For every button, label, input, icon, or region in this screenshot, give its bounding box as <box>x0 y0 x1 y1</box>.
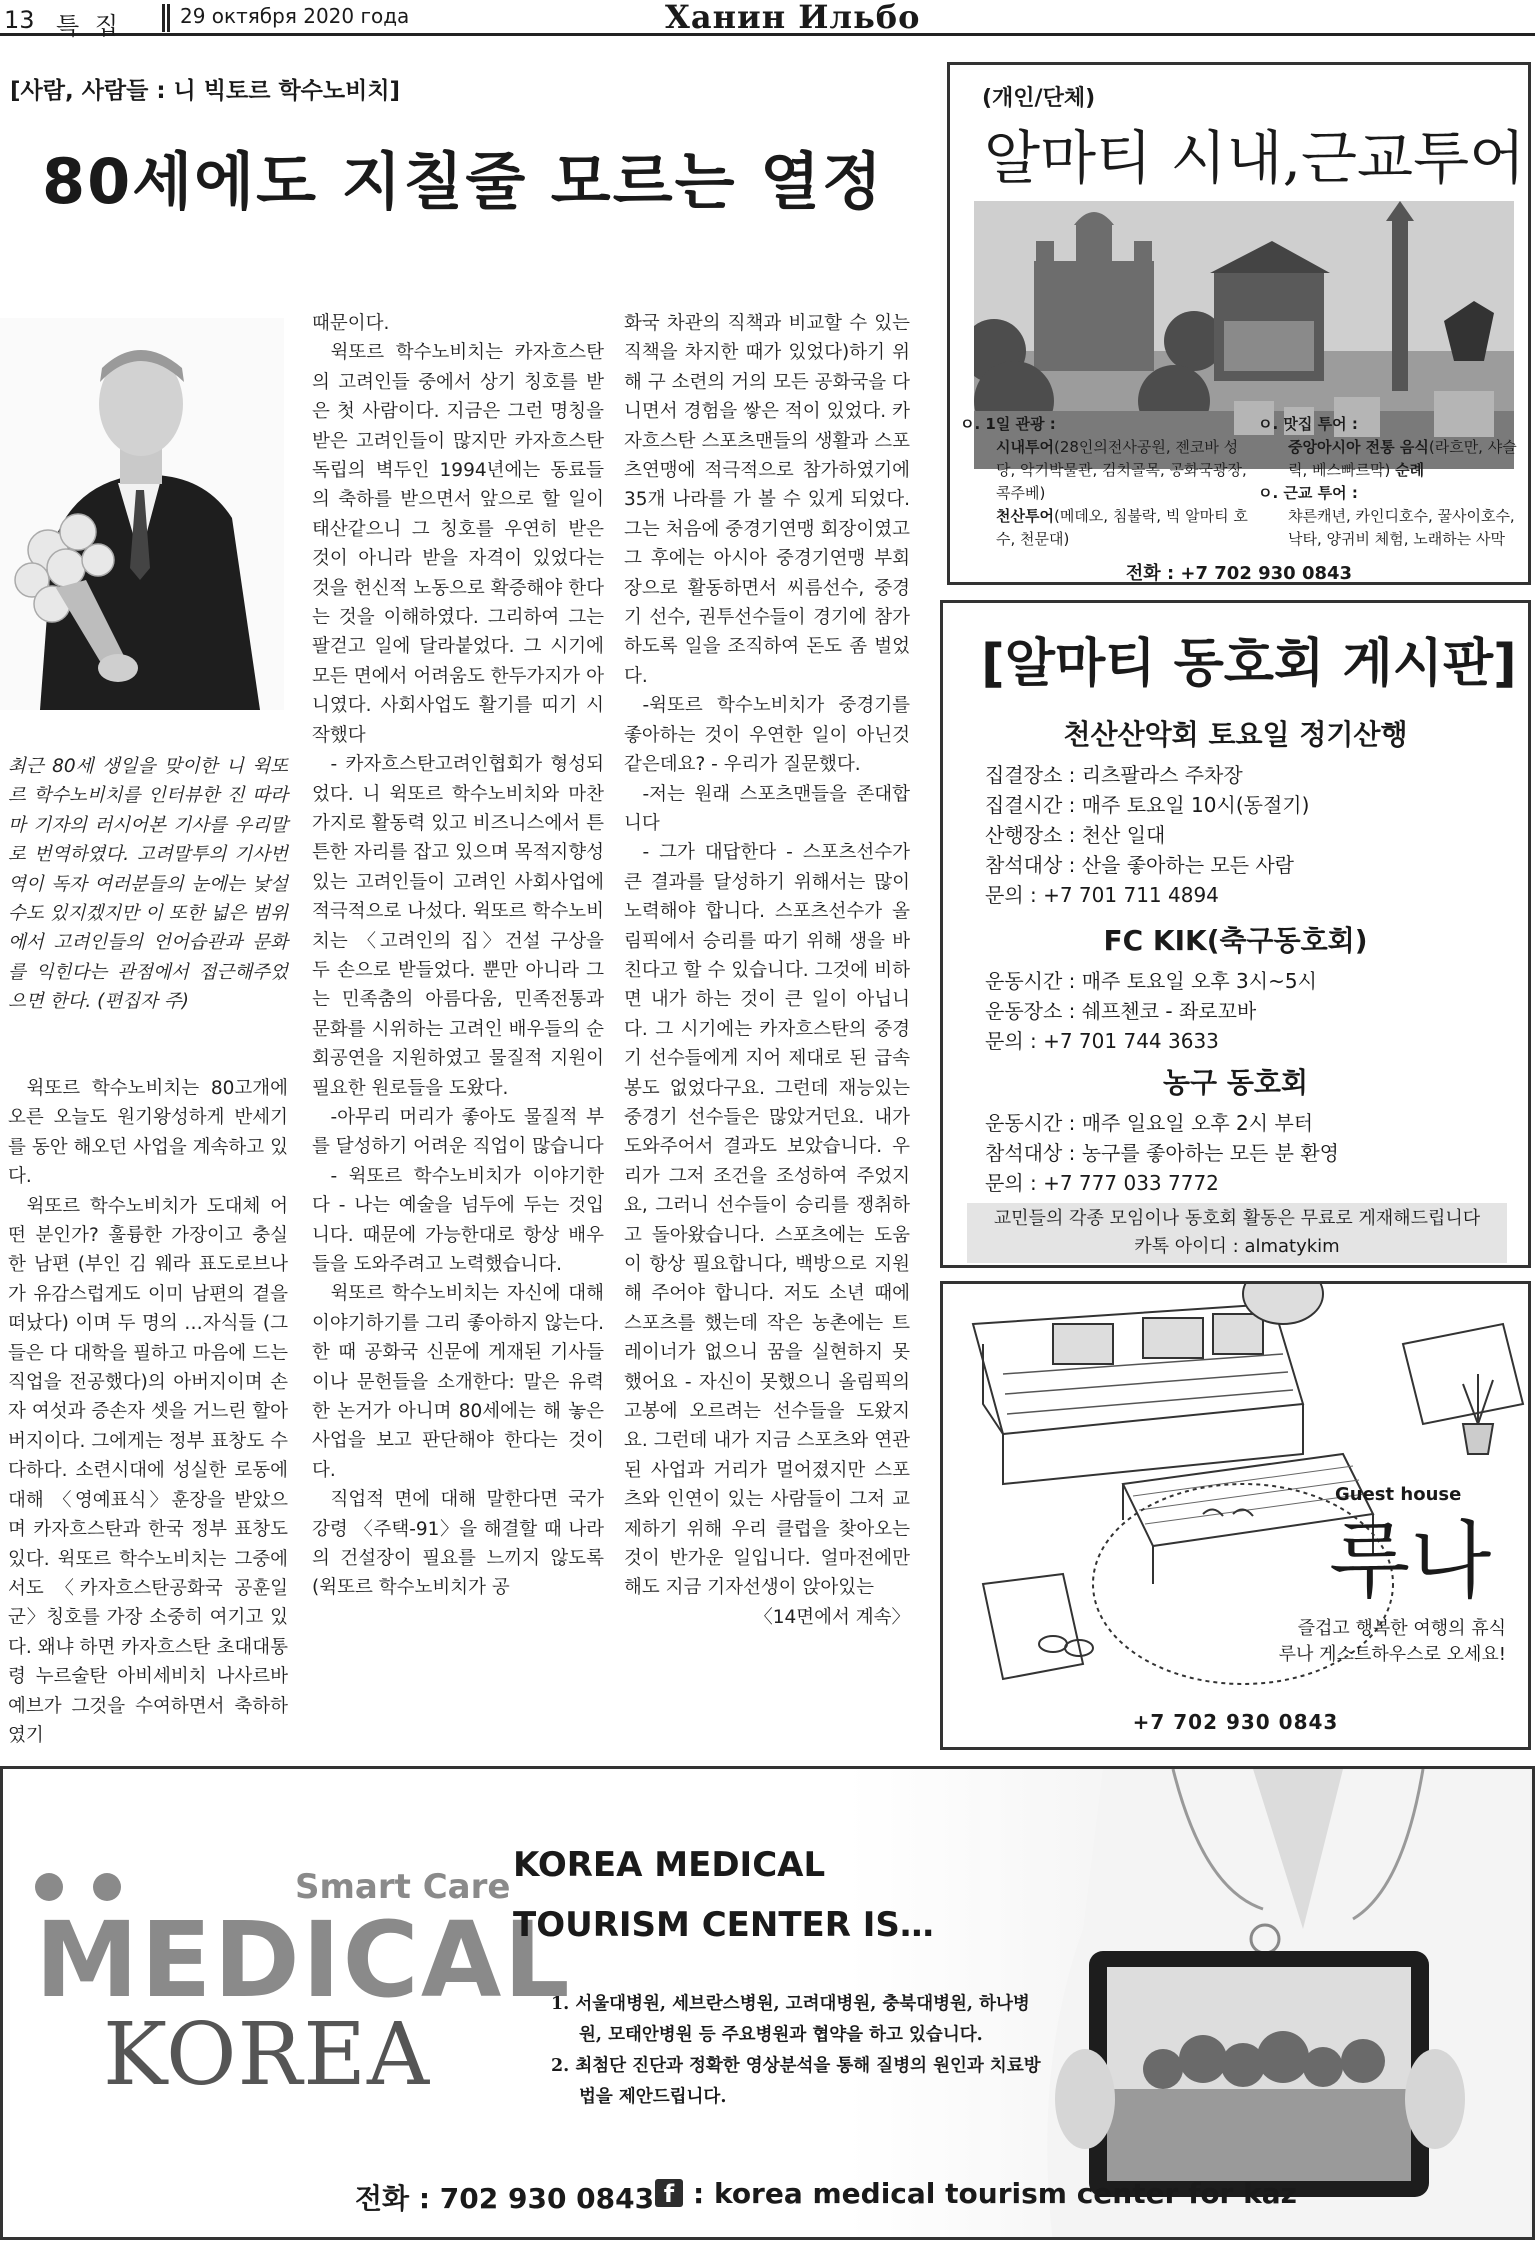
paragraph: -저는 원래 스포츠맨들을 존대합니다 <box>624 783 910 834</box>
tour-heading-day: ㅇ. 1일 관광 : <box>960 415 1056 433</box>
masthead <box>0 0 1535 40</box>
page-number: 13 <box>4 6 35 34</box>
facebook-icon: f <box>655 2179 683 2207</box>
guest-house-slogan-2: 루나 게스트하우스로 오세요! <box>1278 1644 1506 1665</box>
club-football-line: 운동장소 : 쉐프첸코 - 좌로꼬바 <box>985 999 1257 1023</box>
tour-mountain-text: (메데오, 침불락, 빅 알마티 호수, 천문대) <box>996 507 1248 548</box>
paragraph: 직업적 면에 대해 말한다면 국가강령 〈주택-91〉을 해결할 때 나라의 건설장이 필요를 느끼지 않도록 (윅또르 학수노비치가 공 <box>312 1489 604 1599</box>
masthead-divider <box>162 4 170 32</box>
club-football-line: 운동시간 : 매주 토요일 오후 3시~5시 <box>985 969 1317 993</box>
paragraph: 윅또르 학수노비치는 80고개에 오른 오늘도 원기왕성하게 반세기를 동안 해오던 사업을 계속하고 있다. <box>8 1078 288 1188</box>
logo-korea: KOREA <box>103 2005 431 2105</box>
medical-point: 2. 최첨단 진단과 정확한 영상분석을 통해 질병의 원인과 치료방법을 제안드립니다. <box>551 2056 1041 2107</box>
club-board-title: [알마티 동호회 게시판] <box>981 634 1517 694</box>
tour-food-suffix: 순례 <box>1395 461 1425 479</box>
paragraph: 윅또르 학수노비치는 카자흐스탄의 고려인들 중에서 상기 칭호를 받은 첫 사람이다. 지금은 그런 명칭을 받은 고려인들이 많지만 카자흐스탄 독립의 벽두인 1994년에는 동료들의 축하를 받으면서 앞으로 할 일이 태산같으니 그 칭호를 우연히 받은 것이 아니라 받을 자격이 있었다는 것을 헌신적 노동으로 확증해야 한다는 것을 이해하였다. 그리하여 그는 팔걷고 일에 달라붙었다. 그 시기에 모든 면에서 어려움도 한두가지가 아니였다. 사회사업도 활기를 띠기 시작했다 <box>312 342 604 746</box>
article-column-3 <box>624 309 910 1632</box>
guest-house-name: 루나 <box>1329 1512 1492 1610</box>
club-name-basketball: 농구 동호회 <box>1163 1066 1308 1099</box>
paragraph: -아무리 머리가 좋아도 물질적 부를 달성하기 어려운 직업이 많습니다 <box>312 1106 604 1158</box>
medical-tourism-banner <box>0 1766 1535 2240</box>
guest-house-ad <box>940 1281 1531 1750</box>
club-hiking-line: 산행장소 : 천산 일대 <box>985 823 1166 847</box>
paragraph: 화국 차관의 직책과 비교할 수 있는 직책을 차지한 때가 있었다)하기 위해 구 소련의 거의 모든 공화국을 다니면서 경험을 쌓은 적이 있었다. 카자흐스탄 스포츠맨들의 생활과 스포츠연맹에 적극적으로 참가하였기에 35개 나라를 가 볼 수 있게 되었다. 그는 처음에 중경기연맹 회장이였고 그 후에는 아시아 중경기연맹 부회장으로 활동하면서 씨름선수, 중경기 선수, 권투선수들이 경기에 참가하도록 일을 조직하여 돈도 좀 벌었다. <box>624 313 910 687</box>
tour-heading-suburb: ㅇ. 근교 투어 : <box>1258 484 1358 502</box>
logo-smart-care: Smart Care <box>295 1867 511 1907</box>
article-column-2 <box>312 309 604 1603</box>
tour-phone: 전화 : +7 702 930 0843 <box>1125 563 1353 584</box>
club-board <box>940 600 1531 1268</box>
tour-day-tour-info <box>960 413 1250 551</box>
medical-facebook-page: : korea medical tourism center for kaz <box>693 2177 1297 2210</box>
article-editor-note: 최근 80세 생일을 맞이한 니 윅또르 학수노비치를 인터뷰한 진 따라마 기자의 러시어본 기사를 우리말로 번역하였다. 고려말투의 기사번역이 독자 여러분들의 눈에는 낯설수도 있지겠지만 이 또한 넓은 범위에서 고려인들의 언어습관과 문화를 익힌다는 관점에서 접근해주었으면 한다. (편집자 주) <box>8 756 288 1013</box>
section-name: 특 집 <box>56 12 122 40</box>
tour-city-text: (28인의전사공원, 젠코바 성당, 악기박물관, 김치골목, 공화국광장, 콕주베) <box>996 438 1247 502</box>
club-hiking-line: 집결장소 : 리츠팔라스 주차장 <box>985 763 1243 787</box>
article-column-1 <box>8 1074 288 1750</box>
paragraph: - 그가 대답한다 - 스포츠선수가 큰 결과를 달성하기 위해서는 많이 노력해야 합니다. 스포츠선수가 올림픽에서 승리를 따기 위해 생을 바친다고 할 수 있습니다. 그것에 비하면 내가 하는 것이 큰 일이 아닙니다. 그 시기에는 카자흐스탄의 중경기 선수들에게 지어 제대로 된 급속봉도 없었다구요. 그런데 재능있는 중경기 선수들은 많았거던요. 내가 도와주어서 결과도 보았습니다. 우리가 그저 조건을 조성하여 주었지요, 그러니 선수들이 승리를 쟁취하고 돌아왔습니다. 스포츠에는 도움이 항상 필요합니다, 백방으로 지원해 주어야 합니다. 저도 소년 때에 스포츠를 했는데 작은 농촌에는 트레이너가 없으니 꿈을 실현하지 못했어요 - 자신이 못했으니 올림픽의 고봉에 오르려는 선수들을 도왔지요. 그런데 내가 지금 스포츠와 연관된 사업과 거리가 멀어졌지만 스포츠와 인연이 있는 사람들이 그저 교제하기 위해 우리 클럽을 찾아오는 것이 반가운 일입니다. 얼마전에만 해도 지금 기자선생이 앉아있는 <box>624 842 910 1599</box>
club-hiking-line: 집결시간 : 매주 토요일 10시(동절기) <box>985 793 1310 817</box>
newspaper-name: Ханин Ильбо <box>665 0 921 36</box>
guest-house-slogan-1: 즐겁고 행복한 여행의 휴식 <box>1297 1618 1506 1639</box>
medical-phone: 전화 : 702 930 0843 <box>355 2182 655 2215</box>
club-hiking-line: 참석대상 : 산을 좋아하는 모든 사람 <box>985 853 1295 877</box>
club-board-note <box>967 1203 1507 1263</box>
club-note-line: 교민들의 각종 모임이나 동호회 활동은 무료로 게재해드립니다 <box>993 1208 1481 1229</box>
tour-subtitle: (개인/단체) <box>982 86 1096 111</box>
tour-food-suburb-info <box>1258 413 1528 551</box>
paragraph: - 카자흐스탄고려인협회가 형성되었다. 니 윅또르 학수노비치와 마찬가지로 활동력 있고 비즈니스에서 튼튼한 자리를 잡고 있으며 목적지향성 있는 고려인들이 고려인 사회사업에 적극적으로 나섰다. 윅또르 학수노비치는 〈고려인의 집〉건설 구상을 두 손으로 받들었다. 뿐만 아니라 그는 민족춤의 아름다움, 민족전통과 문화를 시위하는 고려인 배우들의 순회공연을 지원하였고 물질적 지원이 필요한 원로들을 도왔다. <box>312 754 604 1099</box>
tour-food-text: (라흐만, 샤슬릭, 베스빠르막) <box>1288 438 1517 479</box>
tour-city-label: 시내투어 <box>996 438 1054 456</box>
paragraph: -윅또르 학수노비치가 중경기를 좋아하는 것이 우연한 일이 아닌것 같은데요? - 우리가 질문했다. <box>624 695 910 776</box>
club-basketball-line: 참석대상 : 농구를 좋아하는 모든 분 환영 <box>985 1141 1340 1165</box>
portrait-photo <box>0 318 284 710</box>
tour-mountain-label: 천산투어 <box>996 507 1054 525</box>
article-headline: 80세에도 지칠줄 모르는 열정 <box>42 145 884 218</box>
tour-title: 알마티 시내,근교투어 <box>984 124 1526 192</box>
medical-headline-2: TOURISM CENTER IS… <box>513 1905 934 1945</box>
tour-food-label: 중앙아시아 전통 음식 <box>1288 438 1429 456</box>
paragraph: - 윅또르 학수노비치가 이야기한다 - 나는 예술을 넘두에 두는 것입니다. 때문에 가능한대로 항상 배우들을 도와주려고 노력했습니다. <box>312 1165 604 1275</box>
paragraph: 윅또르 학수노비치가 도대체 어떤 분인가? 훌륭한 가장이고 충실한 남편 (부인 김 웨라 표도로브나가 유감스럽게도 이미 남편의 곁을 떠났다) 이며 두 명의 …자식들 (그들은 다 대학을 필하고 마음에 드는 직업을 전공했다)의 아버지이며 손자 여섯과 증손자 셋을 거느린 할아버지이다. 그에게는 정부 표창도 수다하다. 소련시대에 성실한 로동에 대해 〈영예표식〉훈장을 받았으며 카자흐스탄과 한국 정부 표창도 있다. 윅또르 학수노비치는 그중에서도 〈카자흐스탄공화국 공훈일군〉칭호를 가장 소중히 여기고 있다. 왜냐 하면 카자흐스탄 초대대통령 누르술탄 아비세비치 나사르바예브가 그것을 수여하면서 축하하였기 <box>8 1195 288 1746</box>
continued-note: 〈14면에서 계속〉 <box>754 1606 910 1628</box>
paragraph: 때문이다. <box>312 313 390 334</box>
medical-point: 1. 서울대병원, 세브란스병원, 고려대병원, 충북대병원, 하나병원, 모태안병원 등 주요병원과 협약을 하고 있습니다. <box>551 1994 1030 2045</box>
medical-headline-1: KOREA MEDICAL <box>513 1845 826 1885</box>
club-name-football: FC KIK(축구동호회) <box>1103 924 1368 957</box>
club-name-hiking: 천산산악회 토요일 정기산행 <box>1063 718 1408 751</box>
tour-heading-food: ㅇ. 맛집 투어 : <box>1258 415 1358 433</box>
issue-date: 29 октября 2020 года <box>180 4 410 28</box>
guest-house-label: Guest house <box>1335 1484 1462 1505</box>
club-hiking-line: 문의 : +7 701 711 4894 <box>985 883 1219 907</box>
club-football-line: 문의 : +7 701 744 3633 <box>985 1029 1219 1053</box>
club-basketball-line: 문의 : +7 777 033 7772 <box>985 1171 1219 1195</box>
paragraph: 윅또르 학수노비치는 자신에 대해 이야기하기를 그리 좋아하지 않는다. 한 때 공화국 신문에 게재된 기사들이나 문헌들을 소개한다: 말은 유력한 논거가 아니며 80세에는 해 놓은 사업을 보고 판단해야 한다는 것이다. <box>312 1283 604 1481</box>
club-note-kakao: 카톡 아이디 : almatykim <box>1134 1236 1340 1257</box>
medical-points <box>551 1989 1051 2113</box>
article-kicker: [사람, 사람들 : 니 빅토르 학수노비치] <box>10 78 401 104</box>
logo-medical: MEDICAL <box>35 1899 572 2021</box>
guest-house-phone: +7 702 930 0843 <box>1132 1710 1339 1734</box>
tour-advertisement <box>947 62 1531 585</box>
club-basketball-line: 운동시간 : 매주 일요일 오후 2시 부터 <box>985 1111 1314 1135</box>
tour-suburb-text: 챠른캐년, 카인디호수, 꿀사이호수, 낙타, 양귀비 체험, 노래하는 사막 <box>1288 507 1515 548</box>
